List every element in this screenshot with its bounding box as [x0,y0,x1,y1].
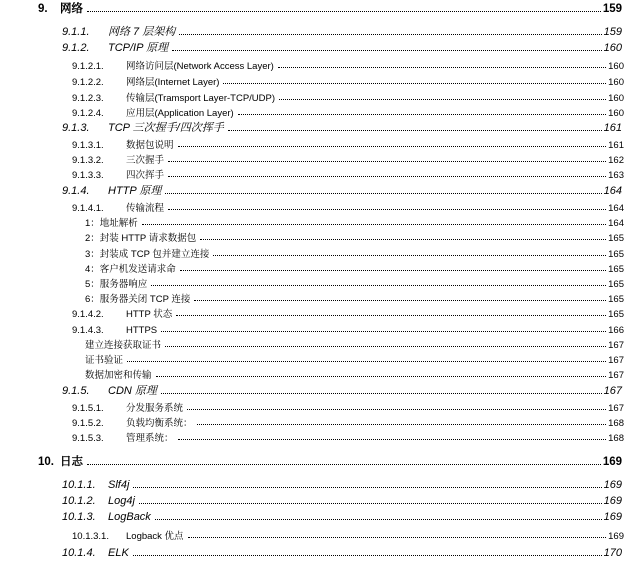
toc-entry-title: 数据加密和传输 [85,369,152,381]
toc-entry-title: 分发服务系统 [126,402,184,414]
dot-leader [168,176,606,177]
toc-entry-number: 9.1.5.1. [72,402,104,414]
dot-leader [200,239,606,240]
toc-entry-title: HTTP 状态 [126,308,173,320]
toc-entry-page-number: 160 [608,60,624,72]
toc-entry-page-number: 169 [603,479,622,491]
toc-entry-page-number: 161 [603,122,622,134]
toc-entry-number: 9. [38,2,48,15]
toc-entry-number: 10.1.3. [62,511,96,523]
toc-entry-page-number: 169 [608,530,624,542]
toc-entry-page-number: 167 [608,369,624,381]
toc-entry-number: 9.1.3.1. [72,139,104,151]
toc-entry-page-number: 164 [608,202,624,214]
toc-entry-page-number: 165 [608,278,624,290]
toc-entry-title: 3：封装成 TCP 包并建立连接 [85,248,210,260]
toc-entry[interactable] [0,416,640,428]
toc-entry-page-number: 164 [608,217,624,229]
toc-entry-title: HTTPS [126,324,158,336]
toc-entry[interactable] [0,153,640,165]
toc-entry-page-number: 167 [608,354,624,366]
toc-entry-title: 管理系统： [126,432,174,444]
toc-entry-number: 9.1.5. [62,385,90,397]
dot-leader [178,439,607,440]
toc-entry[interactable] [0,231,640,243]
toc-entry-number: 10.1.1. [62,479,96,491]
toc-entry[interactable] [0,385,640,397]
toc-entry-number: 9.1.3. [62,122,90,134]
toc-entry-number: 9.1.2. [62,42,90,54]
toc-entry-page-number: 161 [608,139,624,151]
toc-entry-title: HTTP 原理 [108,185,162,197]
toc-entry-page-number: 165 [608,263,624,275]
toc-entry-number: 10.1.3.1. [72,530,109,542]
dot-leader [161,393,602,394]
toc-entry[interactable] [0,547,640,559]
toc-entry-title: Log4j [108,495,135,507]
dot-leader [168,209,606,210]
toc-entry[interactable] [0,323,640,335]
toc-entry-title: 建立连接获取证书 [85,339,162,351]
toc-entry-number: 9.1.4.3. [72,324,104,336]
dot-leader [279,99,606,100]
toc-entry-page-number: 160 [608,92,624,104]
dot-leader [155,519,602,520]
toc-entry-title: LogBack [108,511,151,523]
toc-entry-title: 网络 7 层架构 [108,26,176,38]
toc-entry[interactable] [0,185,640,197]
toc-entry-number: 10.1.4. [62,547,96,559]
dot-leader [188,537,607,538]
dot-leader [187,409,606,410]
toc-entry[interactable] [0,59,640,71]
toc-entry-page-number: 169 [603,495,622,507]
toc-entry-number: 9.1.5.3. [72,432,104,444]
dot-leader [151,285,606,286]
toc-entry-title: 四次挥手 [126,169,165,181]
toc-entry[interactable] [0,122,640,134]
toc-entry-number: 9.1.2.3. [72,92,104,104]
toc-entry[interactable] [0,529,640,541]
toc-entry[interactable] [0,292,640,304]
toc-entry[interactable] [0,75,640,87]
toc-entry-title: 5：服务器响应 [85,278,148,290]
dot-leader [278,67,606,68]
toc-entry-number: 9.1.3.2. [72,154,104,166]
toc-entry[interactable] [0,338,640,350]
dot-leader [180,270,606,271]
toc-entry-page-number: 160 [608,76,624,88]
toc-entry-title: 证书验证 [85,354,124,366]
toc-entry-title: 数据包说明 [126,139,174,151]
toc-entry-page-number: 165 [608,293,624,305]
toc-entry-page-number: 162 [608,154,624,166]
toc-entry[interactable] [0,456,640,468]
toc-entry-page-number: 168 [608,417,624,429]
toc-entry-number: 9.1.4.1. [72,202,104,214]
toc-entry-page-number: 160 [603,42,622,54]
toc-entry-number: 9.1.2.2. [72,76,104,88]
toc-entry-number: 9.1.4. [62,185,90,197]
toc-entry[interactable] [0,479,640,491]
toc-entry-page-number: 169 [603,511,622,523]
toc-entry[interactable] [0,368,640,380]
toc-entry-page-number: 165 [608,248,624,260]
toc-entry-page-number: 165 [608,232,624,244]
toc-entry-number: 9.1.4.2. [72,308,104,320]
toc-entry-title: 传输层(Tramsport Layer-TCP/UDP) [126,92,276,104]
dot-leader [176,315,606,316]
dot-leader [228,130,602,131]
toc-entry-page-number: 170 [603,547,622,559]
toc-entry-title: 日志 [60,455,83,468]
toc-entry-title: TCP/IP 原理 [108,42,169,54]
toc-entry-title: 2：封装 HTTP 请求数据包 [85,232,197,244]
toc-entry-page-number: 163 [608,169,624,181]
dot-leader [165,193,601,194]
toc-entry-number: 10. [38,455,54,468]
dot-leader [165,346,606,347]
toc-entry[interactable] [0,3,640,15]
dot-leader [172,50,602,51]
dot-leader [127,361,606,362]
toc-entry[interactable] [0,42,640,54]
toc-entry-page-number: 168 [608,432,624,444]
toc-entry-number: 9.1.1. [62,26,90,38]
dot-leader [142,224,606,225]
toc-entry-title: Logback 优点 [126,530,184,542]
toc-entry[interactable] [0,138,640,150]
dot-leader [87,464,601,465]
toc-entry-title: 网络访问层(Network Access Layer) [126,60,274,72]
toc-entry[interactable] [0,106,640,118]
toc-entry[interactable] [0,247,640,259]
dot-leader [197,424,607,425]
toc-entry-title: 传输流程 [126,202,165,214]
toc-entry-page-number: 169 [602,455,622,468]
toc-entry[interactable] [0,262,640,274]
dot-leader [133,487,601,488]
toc-entry[interactable] [0,277,640,289]
dot-leader [194,300,606,301]
toc-entry-page-number: 166 [608,324,624,336]
toc-entry[interactable] [0,91,640,103]
dot-leader [179,34,601,35]
toc-entry-number: 9.1.3.3. [72,169,104,181]
toc-entry-page-number: 164 [603,185,622,197]
dot-leader [223,83,606,84]
toc-entry-number: 9.1.2.1. [72,60,104,72]
toc-entry-title: 网络 [60,2,83,15]
toc-entry-title: 1：地址解析 [85,217,138,229]
toc-entry[interactable] [0,401,640,413]
toc-entry-title: 网络层(Internet Layer) [126,76,220,88]
toc-entry-title: Slf4j [108,479,130,491]
toc-entry[interactable] [0,353,640,365]
toc-entry-title: 4：客户机发送请求命 [85,263,176,275]
dot-leader [168,161,606,162]
dot-leader [133,555,602,556]
toc-entry-number: 10.1.2. [62,495,96,507]
dot-leader [213,255,606,256]
toc-entry[interactable] [0,201,640,213]
toc-entry-title: 应用层(Application Layer) [126,107,234,119]
toc-entry-title: 负载均衡系统： [126,417,193,429]
toc-entry-title: TCP 三次握手/四次挥手 [108,122,224,134]
toc-entry[interactable] [0,26,640,38]
toc-entry[interactable] [0,307,640,319]
toc-entry-number: 9.1.5.2. [72,417,104,429]
dot-leader [156,376,607,377]
toc-entry-page-number: 160 [608,107,624,119]
toc-entry-page-number: 167 [603,385,622,397]
toc-entry-page-number: 165 [608,308,624,320]
toc-entry[interactable] [0,431,640,443]
toc-entry-page-number: 159 [602,2,622,15]
toc-entry-title: 6：服务器关闭 TCP 连接 [85,293,191,305]
dot-leader [238,114,606,115]
toc-entry-title: ELK [108,547,129,559]
dot-leader [161,331,606,332]
toc-entry-page-number: 167 [608,402,624,414]
dot-leader [87,11,601,12]
dot-leader [178,146,607,147]
dot-leader [139,503,602,504]
toc-entry[interactable] [0,168,640,180]
toc-entry[interactable] [0,495,640,507]
toc-entry-title: CDN 原理 [108,385,157,397]
toc-entry-page-number: 159 [603,26,622,38]
toc-entry-number: 9.1.2.4. [72,107,104,119]
toc-entry-page-number: 167 [608,339,624,351]
toc-entry-title: 三次握手 [126,154,165,166]
toc-entry[interactable] [0,216,640,228]
toc-entry[interactable] [0,511,640,523]
